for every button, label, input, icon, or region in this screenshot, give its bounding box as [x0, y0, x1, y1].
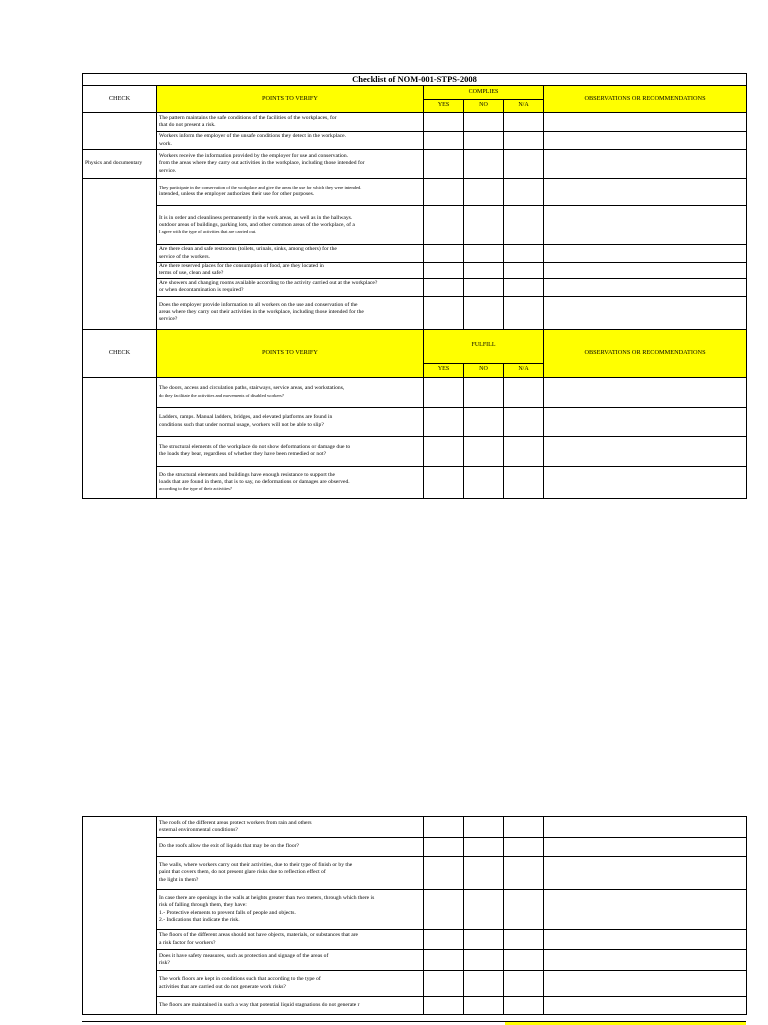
table-row — [83, 278, 747, 296]
verify-point-line: terms of use, clean and safe? — [159, 270, 224, 277]
verify-point-line: Ladders, ramps. Manual ladders, bridges, and elevated platforms are found in — [159, 414, 333, 421]
verify-point-cell — [157, 436, 424, 466]
verify-point-line: that do not present a risk. — [159, 122, 216, 129]
verify-point-cell — [157, 179, 424, 206]
verify-point-line: Are there clean and safe restrooms (toilets, urinals, sinks, among others) for the — [159, 246, 337, 253]
na-cell[interactable] — [504, 113, 544, 132]
points-to-verify-header-2: POINTS TO VERIFY — [157, 329, 424, 377]
check-header-2: CHECK — [83, 329, 157, 377]
verify-point-cell — [157, 278, 424, 296]
verify-point-cell — [157, 132, 424, 150]
yes-cell[interactable] — [424, 817, 464, 838]
na-cell[interactable] — [504, 132, 544, 150]
check-cell — [83, 817, 157, 1015]
na-cell[interactable] — [504, 278, 544, 296]
na-cell[interactable] — [504, 245, 544, 263]
title-row — [83, 74, 747, 86]
verify-point-line: The floors of the different areas should not have objects, materials, or substances that are — [159, 932, 359, 939]
verify-point-line: The structural elements of the workplace do not show deformations or damage due to — [159, 443, 351, 450]
table-row — [83, 179, 747, 206]
observations-cell[interactable] — [544, 950, 747, 971]
observations-cell[interactable] — [544, 206, 747, 245]
na-header-2: N/A — [504, 363, 544, 377]
verify-point-cell — [157, 971, 424, 997]
table-row — [83, 817, 747, 838]
verify-point-line: conditions such that under normal usage, workers will not be able to slip? — [159, 421, 324, 428]
yes-cell[interactable] — [424, 436, 464, 466]
no-header-2: NO — [464, 363, 504, 377]
verify-point-cell — [157, 857, 424, 890]
verify-point-line: The doors, access and circulation paths, stairways, service areas, and workstations, — [159, 385, 345, 392]
verify-point-cell — [157, 890, 424, 930]
na-cell[interactable] — [504, 407, 544, 436]
yes-cell[interactable] — [424, 278, 464, 296]
verify-point-line: or when decontamination is required? — [159, 287, 244, 294]
no-cell[interactable] — [464, 971, 504, 997]
fulfill-header: FULFILL — [424, 329, 544, 363]
verify-point-cell — [157, 377, 424, 407]
verify-point-line: areas where they carry out their activities in the workplace, including those intended for the — [159, 308, 364, 315]
verify-point-line: loads that are found in them, that is to say, no deformations or damages are observed. — [159, 479, 350, 486]
na-cell[interactable] — [504, 971, 544, 997]
na-cell[interactable] — [504, 436, 544, 466]
na-cell[interactable] — [504, 997, 544, 1015]
verify-point-line: do they facilitate the activities and movements of disabled workers? — [159, 392, 284, 398]
na-cell[interactable] — [504, 377, 544, 407]
yes-cell[interactable] — [424, 263, 464, 279]
na-cell[interactable] — [504, 296, 544, 329]
observations-cell[interactable] — [544, 278, 747, 296]
no-cell[interactable] — [464, 206, 504, 245]
checklist-body — [83, 74, 747, 330]
na-cell[interactable] — [504, 179, 544, 206]
verify-point-line: They participate in the conservation of the workplace and give the areas the use for which they were intended. — [159, 185, 362, 191]
table-row — [83, 206, 747, 245]
table-row — [83, 950, 747, 971]
verify-point-line: outdoor areas of buildings, parking lots, and other common areas of the workplace, of a — [159, 222, 355, 229]
observations-cell[interactable] — [544, 971, 747, 997]
observations-cell[interactable] — [544, 890, 747, 930]
no-cell[interactable] — [464, 817, 504, 838]
na-cell[interactable] — [504, 206, 544, 245]
yes-cell[interactable] — [424, 997, 464, 1015]
table-row — [83, 857, 747, 890]
table-row — [83, 150, 747, 179]
verify-point-cell — [157, 466, 424, 498]
checklist-body-3 — [83, 817, 747, 1015]
verify-point-cell — [157, 407, 424, 436]
observations-header-2: OBSERVATIONS OR RECOMMENDATIONS — [544, 329, 747, 377]
table-row — [83, 838, 747, 857]
yes-cell[interactable] — [424, 179, 464, 206]
verify-point-line: risk of falling through them, they have: — [159, 902, 247, 909]
no-cell[interactable] — [464, 179, 504, 206]
observations-cell[interactable] — [544, 466, 747, 498]
verify-point-line: The pattern maintains the safe conditions of the facilities of the workplaces, for — [159, 114, 337, 121]
header-row-2a — [83, 329, 747, 363]
verify-point-line: Do the roofs allow the exit of liquids that may be on the floor? — [159, 843, 299, 850]
verify-point-line: risk? — [159, 960, 170, 966]
verify-point-cell — [157, 997, 424, 1015]
verify-point-line: Workers inform the employer of the unsafe conditions they detect in the workplace. — [159, 133, 347, 140]
na-cell[interactable] — [504, 466, 544, 498]
yes-cell[interactable] — [424, 377, 464, 407]
verify-point-cell — [157, 206, 424, 245]
verify-point-cell — [157, 930, 424, 950]
verify-point-line: from the areas where they carry out activities in the workplace, including those intended for — [159, 160, 365, 167]
check-cell — [83, 377, 157, 498]
no-cell[interactable] — [464, 997, 504, 1015]
verify-point-cell — [157, 113, 424, 132]
no-cell[interactable] — [464, 466, 504, 498]
points-to-verify-header: POINTS TO VERIFY — [157, 86, 424, 113]
na-cell[interactable] — [504, 263, 544, 279]
verify-point-line: service. — [159, 167, 177, 174]
na-header: N/A — [504, 100, 544, 113]
table-row — [83, 466, 747, 498]
yes-cell[interactable] — [424, 245, 464, 263]
no-cell[interactable] — [464, 245, 504, 263]
checklist-body-2 — [83, 329, 747, 498]
no-cell[interactable] — [464, 296, 504, 329]
observations-cell[interactable] — [544, 377, 747, 407]
table-row — [83, 245, 747, 263]
observations-cell[interactable] — [544, 997, 747, 1015]
document-title: Checklist of NOM-001-STPS-2008 — [83, 74, 747, 86]
verify-point-line: Workers receive the information provided by the employer for use and conservation. — [159, 153, 349, 160]
no-cell[interactable] — [464, 263, 504, 279]
verify-point-line: a risk factor for workers? — [159, 939, 216, 946]
na-cell[interactable] — [504, 857, 544, 890]
table-row — [83, 113, 747, 132]
verify-point-cell — [157, 817, 424, 838]
yes-cell[interactable] — [424, 132, 464, 150]
verify-point-cell — [157, 150, 424, 179]
observations-cell[interactable] — [544, 296, 747, 329]
category-cell: Physics and documentary — [83, 150, 157, 179]
table-row — [83, 263, 747, 279]
observations-cell[interactable] — [544, 263, 747, 279]
verify-point-cell — [157, 296, 424, 329]
verify-point-cell — [157, 838, 424, 857]
cut-off-row — [82, 1021, 746, 1025]
yes-cell[interactable] — [424, 407, 464, 436]
table-row — [83, 296, 747, 329]
observations-cell[interactable] — [544, 857, 747, 890]
no-cell[interactable] — [464, 278, 504, 296]
observations-cell[interactable] — [544, 179, 747, 206]
complies-header: COMPLIES — [424, 86, 544, 100]
verify-point-line: service of the workers. — [159, 253, 210, 260]
no-header: NO — [464, 100, 504, 113]
table-row — [83, 407, 747, 436]
observations-cell[interactable] — [544, 436, 747, 466]
verify-point-line: work. — [159, 140, 172, 147]
no-cell[interactable] — [464, 838, 504, 857]
table-row — [83, 377, 747, 407]
verify-point-cell — [157, 245, 424, 263]
yes-cell[interactable] — [424, 890, 464, 930]
yes-cell[interactable] — [424, 150, 464, 179]
verify-point-cell — [157, 950, 424, 971]
yes-cell[interactable] — [424, 113, 464, 132]
verify-point-line: according to the type of their activities? — [159, 486, 232, 492]
verify-point-cell — [157, 263, 424, 279]
verify-point-line: 1.- Protective elements to prevent falls of people and objects. — [159, 909, 296, 916]
yes-cell[interactable] — [424, 296, 464, 329]
na-cell[interactable] — [504, 930, 544, 950]
observations-cell[interactable] — [544, 132, 747, 150]
verify-point-line: paint that covers them, do not present glare risks due to reflection effect of — [159, 869, 326, 876]
table-row — [83, 997, 747, 1015]
verify-point-line: The roofs of the different areas protect workers from rain and others — [159, 819, 312, 826]
na-cell[interactable] — [504, 838, 544, 857]
observations-cell[interactable] — [544, 113, 747, 132]
observations-cell[interactable] — [544, 838, 747, 857]
check-header: CHECK — [83, 86, 157, 113]
observations-cell[interactable] — [544, 150, 747, 179]
check-cell — [83, 113, 157, 150]
observations-cell[interactable] — [544, 407, 747, 436]
verify-point-line: the light in them? — [159, 876, 199, 883]
yes-header-2: YES — [424, 363, 464, 377]
verify-point-line: I agree with the type of activities that are carried out. — [159, 229, 257, 235]
yes-header: YES — [424, 100, 464, 113]
yes-cell[interactable] — [424, 930, 464, 950]
check-cell — [83, 179, 157, 330]
header-row-1a — [83, 86, 747, 100]
yes-cell[interactable] — [424, 857, 464, 890]
no-cell[interactable] — [464, 436, 504, 466]
yes-cell[interactable] — [424, 971, 464, 997]
verify-point-line: Does it have safety measures, such as protection and signage of the areas of — [159, 952, 329, 959]
verify-point-line: 2.- Indications that indicate the risk. — [159, 916, 240, 923]
verify-point-line: The work floors are kept in conditions such that according to the type of — [159, 976, 321, 983]
no-cell[interactable] — [464, 377, 504, 407]
verify-point-line: intended, unless the employer authorizes their use for other purposes. — [159, 191, 315, 198]
na-cell[interactable] — [504, 817, 544, 838]
verify-point-line: external environmental conditions? — [159, 827, 238, 833]
verify-point-line: Are showers and changing rooms available according to the activity carried out at the workplace? — [159, 279, 378, 286]
table-row — [83, 971, 747, 997]
table-row — [83, 132, 747, 150]
verify-point-line: Do the structural elements and buildings have enough resistance to support the — [159, 471, 336, 478]
no-cell[interactable] — [464, 150, 504, 179]
na-cell[interactable] — [504, 150, 544, 179]
yes-cell[interactable] — [424, 466, 464, 498]
no-cell[interactable] — [464, 950, 504, 971]
na-cell[interactable] — [504, 890, 544, 930]
observations-cell[interactable] — [544, 930, 747, 950]
no-cell[interactable] — [464, 930, 504, 950]
yes-cell[interactable] — [424, 950, 464, 971]
na-cell[interactable] — [504, 950, 544, 971]
no-cell[interactable] — [464, 113, 504, 132]
no-cell[interactable] — [464, 857, 504, 890]
verify-point-line: The floors are maintained in such a way that potential liquid stagnations do not generate r — [159, 1001, 360, 1008]
yes-cell[interactable] — [424, 206, 464, 245]
observations-cell[interactable] — [544, 245, 747, 263]
observations-cell[interactable] — [544, 817, 747, 838]
checklist-table-continued — [82, 816, 747, 1015]
verify-point-line: service? — [159, 316, 178, 323]
no-cell[interactable] — [464, 890, 504, 930]
verify-point-line: Does the employer provide information to all workers on the use and conservation of the — [159, 301, 358, 308]
verify-point-line: Are there reserved places for the consumption of food, are they located in — [159, 263, 324, 270]
yes-cell[interactable] — [424, 838, 464, 857]
table-row — [83, 436, 747, 466]
no-cell[interactable] — [464, 407, 504, 436]
no-cell[interactable] — [464, 132, 504, 150]
verify-point-line: The walls, where workers carry out their activities, due to their type of finish or by the — [159, 862, 353, 869]
table-row — [83, 930, 747, 950]
checklist-table — [82, 73, 747, 499]
verify-point-line: It is in order and cleanliness permanently in the work areas, as well as in the hallways. — [159, 214, 353, 221]
table-row — [83, 890, 747, 930]
observations-header: OBSERVATIONS OR RECOMMENDATIONS — [544, 86, 747, 113]
verify-point-line: activities that are carried out do not generate work risks? — [159, 983, 286, 990]
verify-point-line: In case there are openings in the walls at heights greater than two meters, through which there is — [159, 894, 375, 901]
verify-point-line: the loads they bear, regardless of whether they have been remedied or not? — [159, 451, 327, 458]
